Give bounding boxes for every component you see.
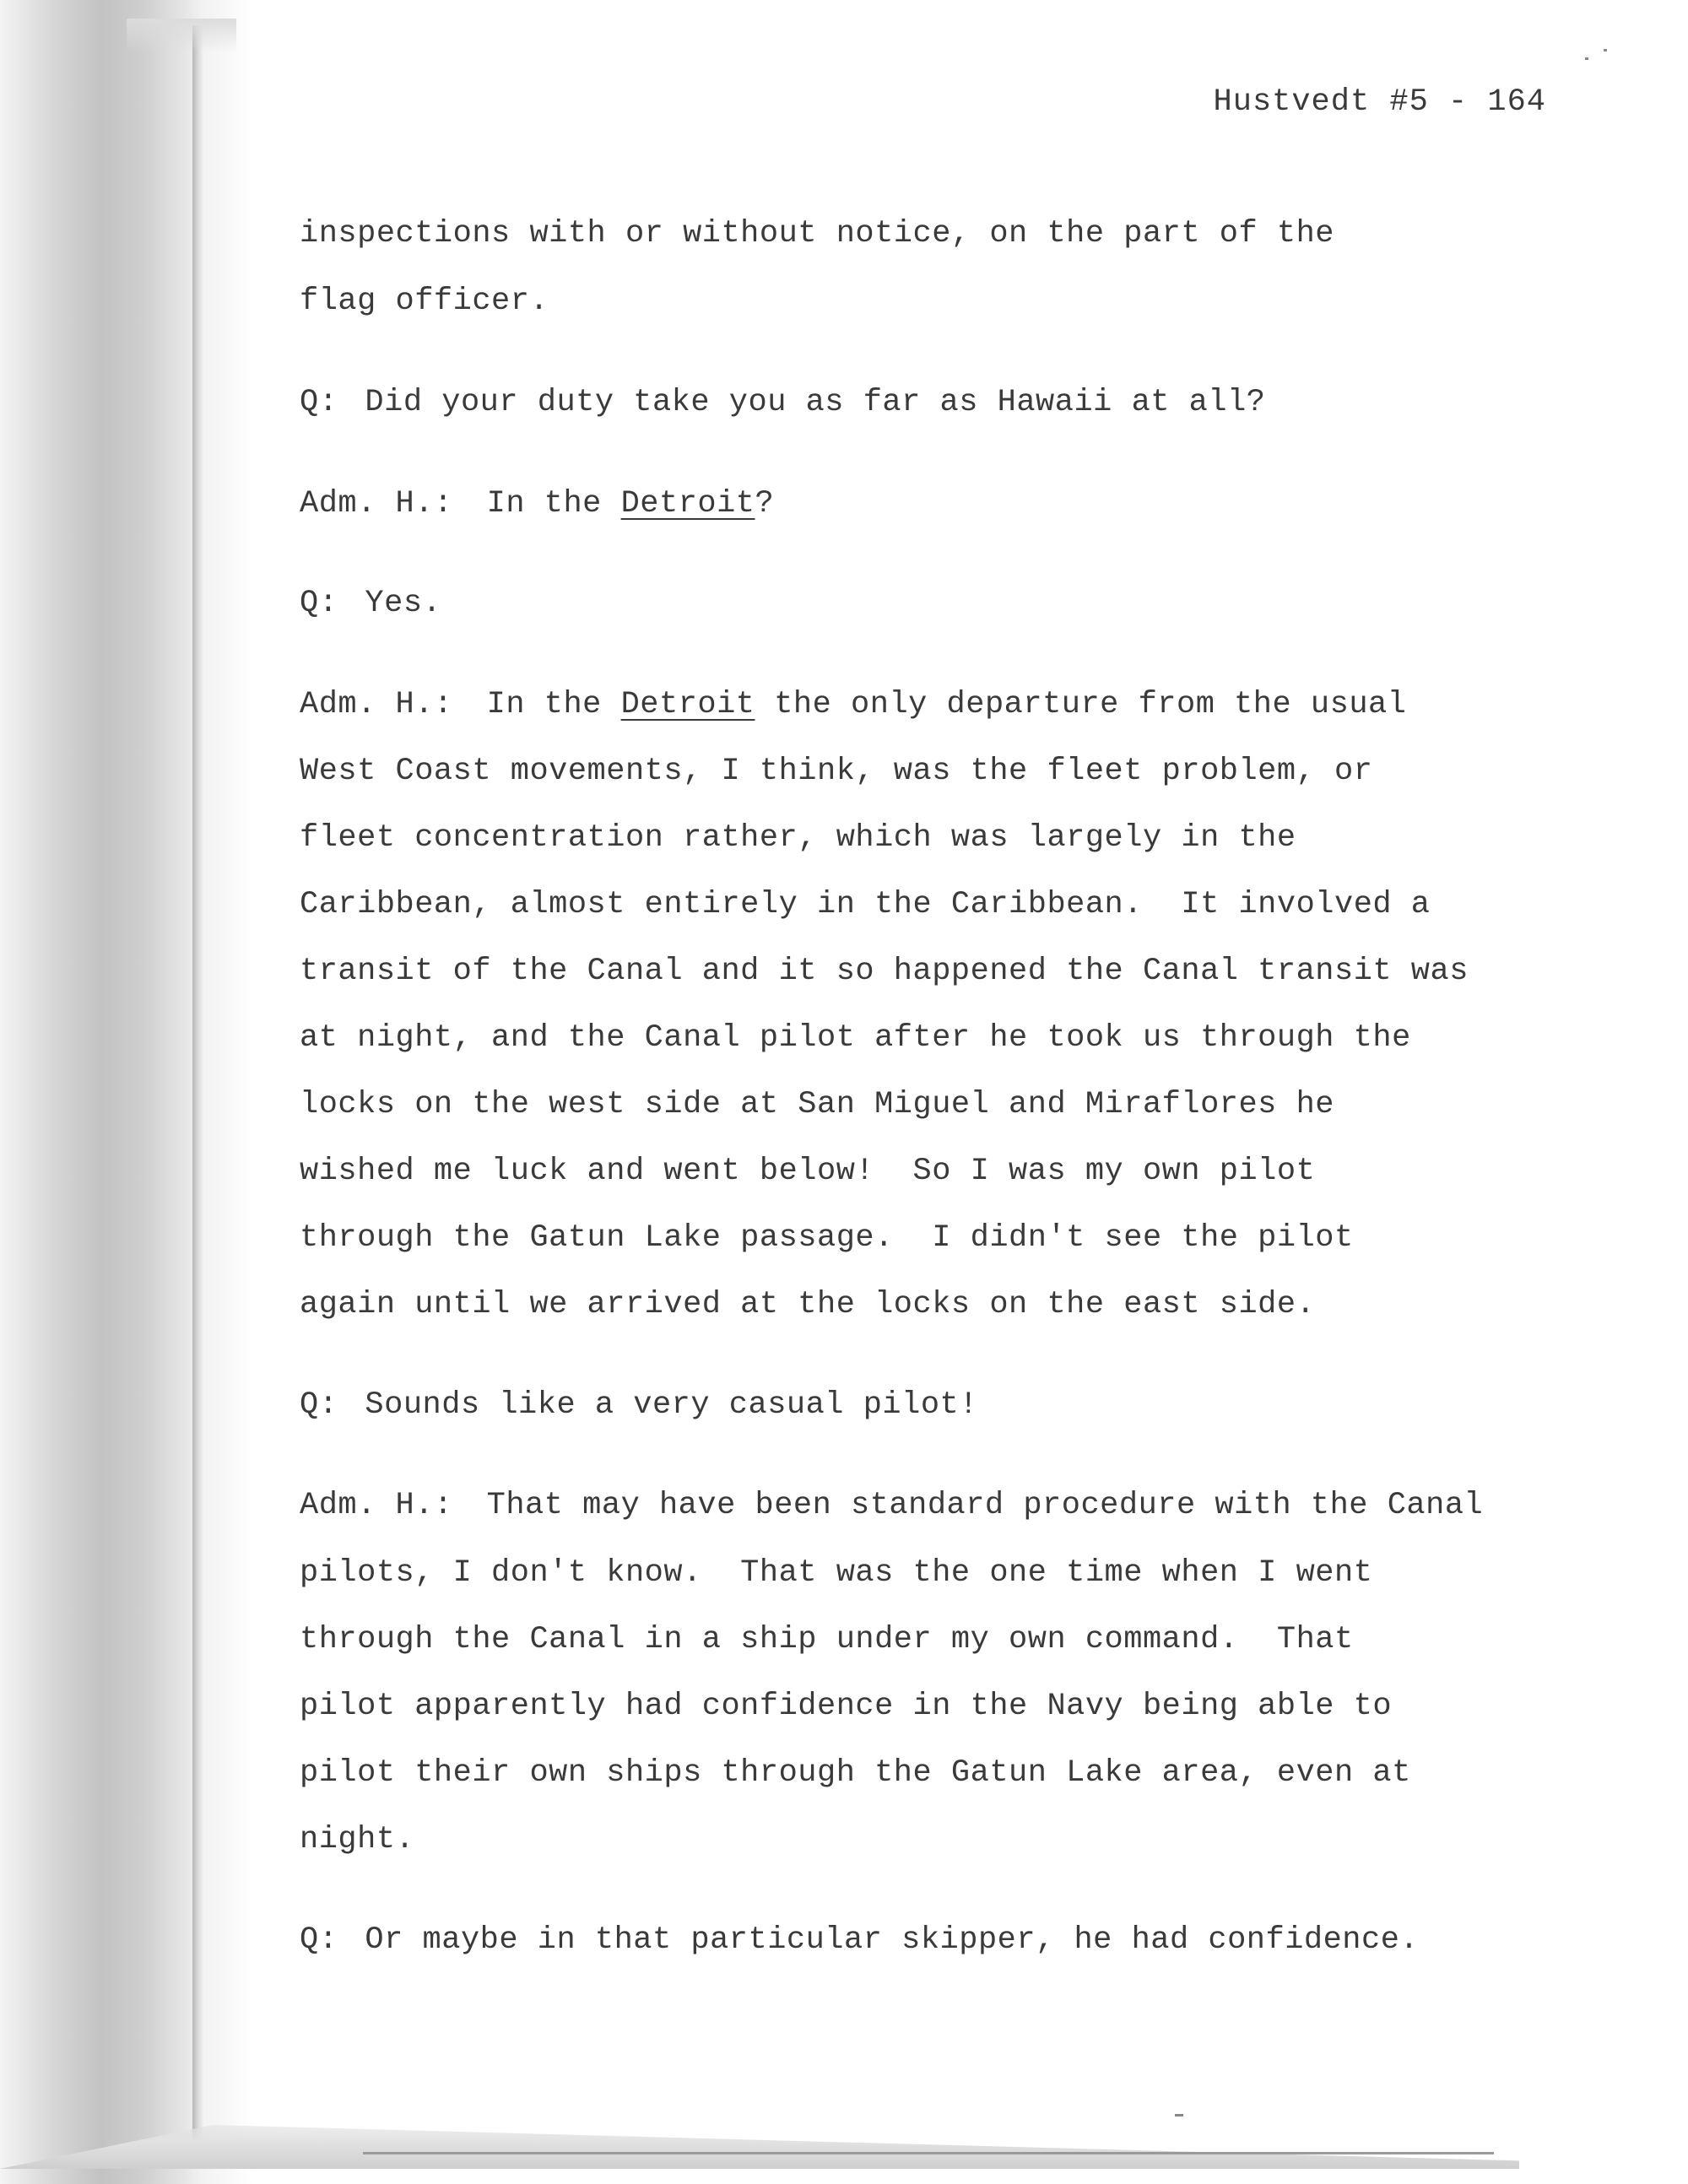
text-line: again until we arrived at the locks on the east side.	[300, 1287, 1316, 1322]
speaker-label: Q:	[300, 385, 338, 420]
question-line	[300, 384, 1266, 421]
scan-speck	[1604, 49, 1607, 51]
ship-name-underlined: Detroit	[620, 687, 755, 722]
page-header: Hustvedt #5 - 164	[1213, 84, 1546, 120]
ship-name-underlined: Detroit	[620, 486, 755, 522]
text-span: In the	[486, 486, 621, 522]
text-span: ?	[755, 486, 775, 522]
text-span: Sounds like a very casual pilot!	[365, 1387, 978, 1423]
question-line	[300, 1922, 1419, 1959]
text-line: Caribbean, almost entirely in the Caribbean. It involved a	[300, 887, 1431, 922]
text-span: Did your duty take you as far as Hawaii at all?	[365, 385, 1266, 420]
text-line: pilot apparently had confidence in the Navy being able to	[300, 1689, 1393, 1724]
question-line	[300, 585, 441, 622]
scan-speck	[1585, 57, 1588, 60]
speaker-label: Adm. H.:	[300, 486, 453, 522]
speaker-label: Q:	[300, 1922, 338, 1958]
answer-line	[300, 1487, 1483, 1524]
text-span: the only departure from the usual	[755, 687, 1407, 722]
answer-line	[300, 485, 774, 522]
bottom-edge-line	[363, 2152, 1494, 2154]
text-line: pilots, I don't know. That was the one time when I went	[300, 1555, 1373, 1591]
text-span: That may have been standard procedure with the Canal	[486, 1488, 1484, 1523]
scan-speck	[1175, 2114, 1183, 2116]
question-line	[300, 1387, 978, 1424]
text-line: West Coast movements, I think, was the fleet problem, or	[300, 754, 1373, 789]
speaker-label: Adm. H.:	[300, 1488, 453, 1523]
text-span: Or maybe in that particular skipper, he had confidence.	[365, 1922, 1420, 1958]
text-line: transit of the Canal and it so happened the Canal transit was	[300, 954, 1469, 989]
speaker-label: Q:	[300, 1387, 338, 1423]
text-line: through the Gatun Lake passage. I didn't see the pilot	[300, 1220, 1354, 1256]
speaker-label: Adm. H.:	[300, 687, 453, 722]
text-line: at night, and the Canal pilot after he took us through the	[300, 1020, 1411, 1056]
speaker-label: Q:	[300, 586, 338, 621]
text-span: In the	[486, 687, 621, 722]
text-line: fleet concentration rather, which was largely in the	[300, 820, 1296, 856]
text-line: night.	[300, 1822, 415, 1857]
text-line: locks on the west side at San Miguel and Miraflores he	[300, 1087, 1334, 1122]
binding-shadow	[0, 0, 279, 2184]
binding-top-shadow	[127, 19, 236, 52]
text-span: Yes.	[365, 586, 442, 621]
binding-fold	[192, 25, 204, 2152]
text-line: flag officer.	[300, 284, 549, 319]
answer-line	[300, 686, 1406, 723]
text-line: inspections with or without notice, on the part of the	[300, 216, 1334, 251]
text-line: through the Canal in a ship under my own command. That	[300, 1622, 1354, 1657]
text-line: pilot their own ships through the Gatun Lake area, even at	[300, 1755, 1411, 1791]
text-line: wished me luck and went below! So I was my own pilot	[300, 1154, 1316, 1189]
